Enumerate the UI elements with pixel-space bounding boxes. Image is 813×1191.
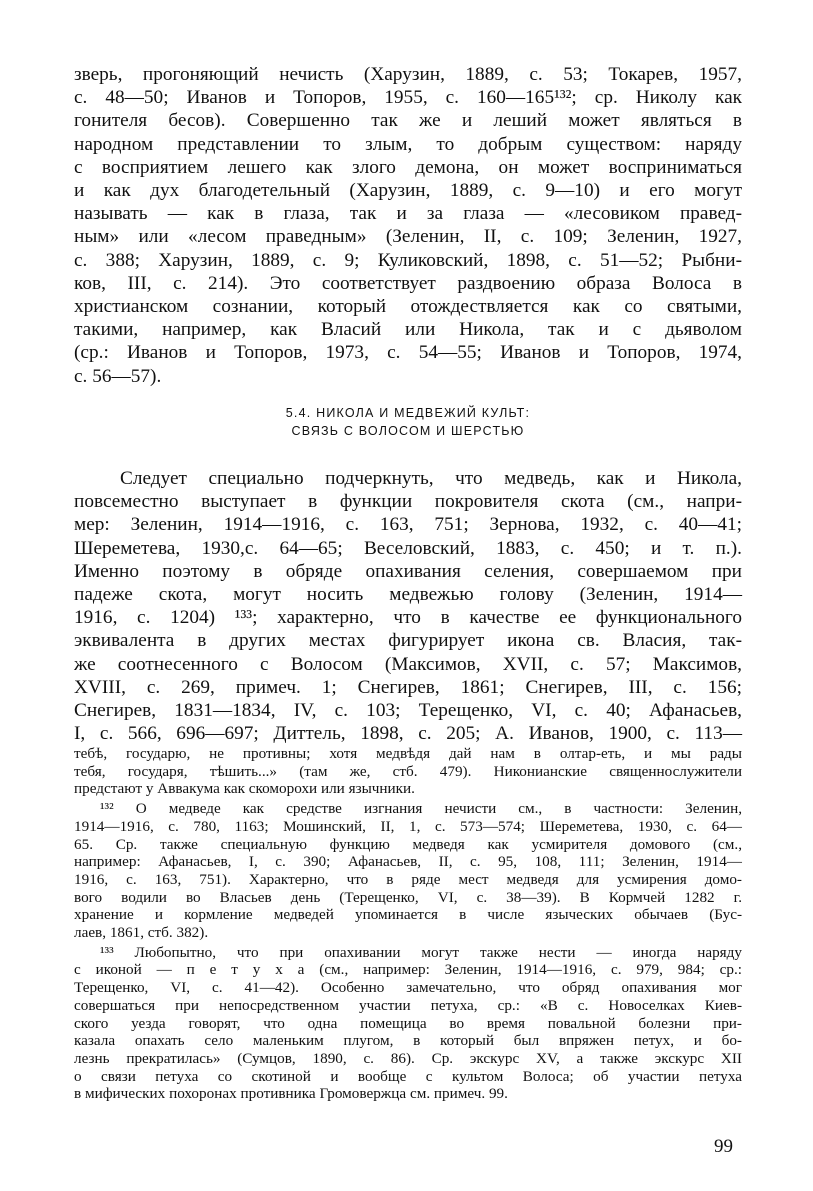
text-line: XVIII, с. 269, примеч. 1; Снегирев, 1861; Снегирев, III, с. 156; [74,676,742,698]
text-line: и как дух благодетельный (Харузин, 1889, с. 9—10) и его могут [74,180,742,202]
text-line: зверь, прогоняющий нечисть (Харузин, 1889, с. 53; Токарев, 1957, [74,64,742,85]
text-line: с. 48—50; Иванов и Топоров, 1955, с. 160—165¹³²; ср. Николу как [74,87,742,109]
text-line: народном представлении то злым, то добрым существом: наряду [74,133,742,155]
text-line: Шереметева, 1930,с. 64—65; Веселовский, 1883, с. 450; и т. п.). [74,537,742,559]
footnote-line: тебѣ, государю, не противны; хотя медвѣдя дай нам в олтар-еть, и мы рады [74,745,742,762]
text-line: эквивалента в других местах фигурирует икона св. Власия, так- [74,630,742,652]
text-line: Следует специально подчеркнуть, что медведь, как и Никола, [120,468,742,489]
footnote-line: совершаться при непосредственном участии петуха, ср.: «В с. Новоселках Киев- [74,996,742,1014]
text-line: христианском сознании, который отождествляется как со святыми, [74,296,742,318]
footnote-continuation [74,745,742,798]
paragraph-continued [74,63,742,388]
footnote-line: лезнь прекратилась» (Сумцов, 1890, с. 86). Ср. экскурс XV, а также экскурс XII [74,1049,742,1067]
footnote-line: лаев, 1861, стб. 382). [74,924,209,942]
text-line: ным» или «лесом праведным» (Зеленин, II, с. 109; Зеленин, 1927, [74,226,742,248]
text-line: повсеместно выступает в функции покровителя скота (см., напри- [74,491,742,513]
page-number: 99 [714,1136,733,1157]
text-line: с. 56—57). [74,365,162,387]
footnote-line: с иконой — п е т у х а (см., например: Зеленин, 1914—1916, с. 979, 984; ср.: [74,961,742,979]
text-line: Именно поэтому в обряде опахивания селения, совершаемом при [74,560,742,582]
text-line: с. 388; Харузин, 1889, с. 9; Куликовский, 1898, с. 51—52; Рыбни- [74,249,742,271]
footnote-line: тебя, государя, тѣшить...» (там же, стб. 479). Никонианские священнослужители [74,762,742,780]
text-line: же соотнесенного с Волосом (Максимов, XVII, с. 57; Максимов, [74,653,742,675]
text-line: называть — как в глаза, так и за глаза — «лесовиком правед- [74,203,742,225]
footnote-line: вого водили во Власьев день (Терещенко, VI, с. 38—39). В Кормчей 1282 г. [74,888,742,906]
text-line: с восприятием лешего как злого демона, он может восприниматься [74,156,742,178]
footnote-line: например: Афанасьев, I, с. 390; Афанасьев, II, с. 95, 108, 111; Зеленин, 1914— [74,853,742,871]
footnote-line: ского уезда говорят, что одна помещица во время повальной болезни при- [74,1014,742,1032]
text-line: 1916, с. 1204) ¹³³; характерно, что в качестве ее функционального [74,607,742,629]
footnote-line: ¹³² О медведе как средстве изгнания нечисти см., в частности: Зеленин, [100,800,742,818]
text-line: (ср.: Иванов и Топоров, 1973, с. 54—55; Иванов и Топоров, 1974, [74,342,742,364]
section-heading-line2: СВЯЗЬ С ВОЛОСОМ И ШЕРСТЬЮ [291,424,525,438]
text-line: мер: Зеленин, 1914—1916, с. 163, 751; Зернова, 1932, с. 40—41; [74,514,742,536]
footnote-line: 1914—1916, с. 780, 1163; Мошинский, II, 1, с. 573—574; Шереметева, 1930, с. 64— [74,817,742,835]
text-line: I, с. 566, 696—697; Диттель, 1898, с. 205; А. Иванов, 1900, с. 113— [74,723,742,745]
section-heading-line1: 5.4. НИКОЛА И МЕДВЕЖИЙ КУЛЬТ: [285,406,531,420]
section-heading [74,404,742,440]
footnote-line: о связи петуха со скотиной и вообще с культом Волоса; об участии петуха [74,1067,742,1085]
footnote-line: 1916, с. 163, 751). Характерно, что в ряде мест медведя для усмирения домо- [74,870,742,888]
footnote-133 [74,944,742,1103]
text-line: падеже скота, могут носить медвежью голову (Зеленин, 1914— [74,584,742,606]
footnote-line: ¹³³ Любопытно, что при опахивании могут также нести — иногда наряду [100,943,742,961]
paragraph-section-start [74,467,742,745]
text-line: гонителя бесов). Совершенно так же и леший может являться в [74,110,742,132]
footnote-line: Терещенко, VI, с. 41—42). Особенно замечательно, что обряд опахивания мог [74,979,742,997]
footnote-line: 65. Ср. также специальную функцию медведя как усмирителя домового (см., [74,835,742,853]
footnote-line: казала опахать село маленьким плугом, в который был впряжен петух, и бо- [74,1032,742,1050]
footnote-line: предстают у Аввакума как скоморохи или язычники. [74,780,415,798]
text-line: такими, например, как Власий или Никола, так и с дьяволом [74,319,742,341]
footnote-132 [74,800,742,942]
footnotes [74,745,742,1105]
text-line: ков, III, с. 214). Это соответствует раздвоению образа Волоса в [74,272,742,294]
footnote-line: в мифических похоронах противника Громовержца см. примеч. 99. [74,1085,508,1103]
footnote-line: хранение и кормление медведей упоминается в числе языческих обычаев (Бус- [74,906,742,924]
text-line: Снегирев, 1831—1834, IV, с. 103; Терещенко, VI, с. 40; Афанасьев, [74,700,742,722]
